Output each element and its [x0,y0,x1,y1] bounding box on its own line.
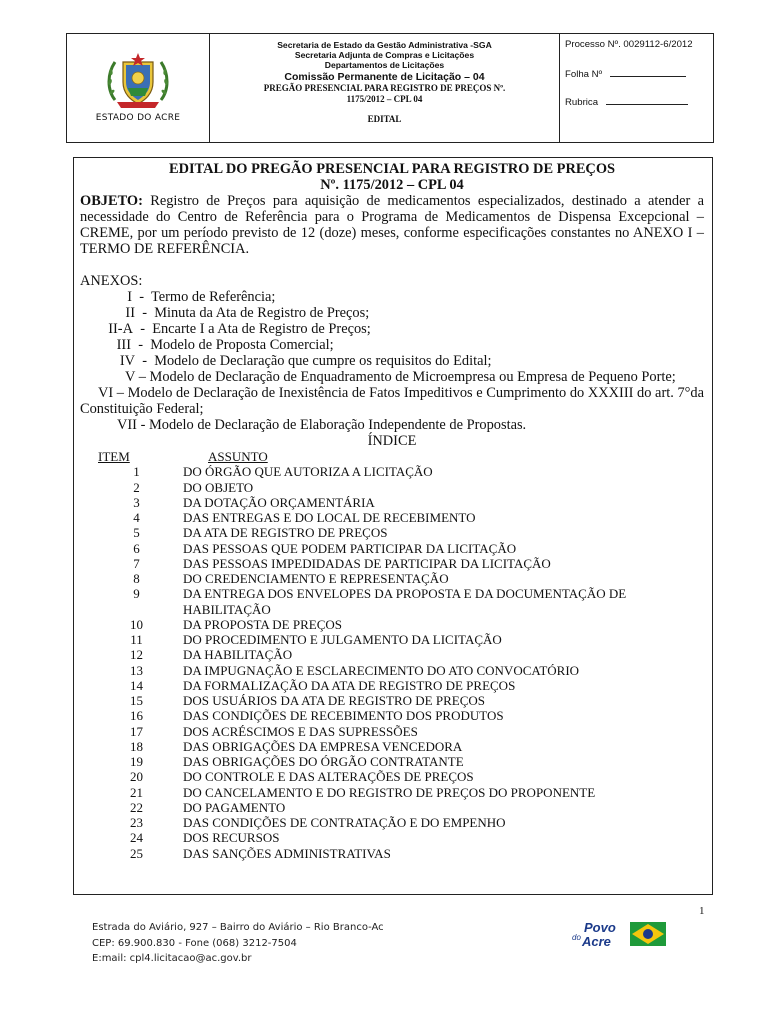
indice-row [95,495,653,510]
item-subject: DO OBJETO [183,479,254,495]
col-item-header: ITEM [98,449,130,464]
item-subject: DA DOTAÇÃO ORÇAMENTÁRIA [183,494,375,510]
item-number: 8 [133,571,140,586]
document-number: Nº. 1175/2012 – CPL 04 [320,176,464,193]
anexo-item: I - Termo de Referência; [80,289,704,305]
item-number: 22 [130,799,143,815]
item-number: 1 [133,464,140,480]
item-number: 17 [130,723,143,739]
logo-do-text: do [572,933,581,942]
anexo-numeral: II-A [108,321,133,337]
item-subject: DAS ENTREGAS E DO LOCAL DE RECEBIMENTO [183,510,476,525]
header-pregao-line2: 1175/2012 – CPL 04 [346,94,423,104]
item-number: 14 [130,677,143,693]
item-number: 19 [130,754,143,769]
header-edital: EDITAL [367,114,402,124]
footer-cep-phone: CEP: 69.900.830 - Fone (068) 3212-7504 [92,937,297,949]
item-number: 9 [133,586,140,602]
indice-row [95,708,653,723]
footer-email: E:mail: cpl4.licitacao@ac.gov.br [92,953,252,964]
item-number: 16 [130,708,143,724]
indice-row [95,510,653,525]
item-number: 3 [133,494,140,510]
item-number: 13 [130,662,143,678]
item-subject: DAS PESSOAS IMPEDIDADAS DE PARTICIPAR DA LICITAÇÃO [183,555,551,571]
povo-do-acre-logo-icon [570,918,670,950]
indice-row [95,464,653,479]
anexo-vii: VII - Modelo de Declaração de Elaboração Independente de Propostas. [117,417,527,433]
header-logo-cell [67,34,210,142]
item-subject: DO CONTROLE E DAS ALTERAÇÕES DE PREÇOS [183,769,474,785]
indice-row [95,739,653,754]
indice-row [95,785,653,800]
estado-label: ESTADO DO ACRE [95,113,181,123]
anexos-label: ANEXOS: [80,273,143,289]
indice-rows [95,464,653,861]
indice-row [95,800,653,815]
indice-row [95,541,653,556]
acre-coat-of-arms-icon [105,52,171,110]
header-line-departamentos: Departamentos de Licitações [324,60,445,70]
item-number: 21 [130,784,143,800]
anexo-text: Encarte I a Ata de Registro de Preços; [152,321,371,337]
anexo-numeral: III [116,337,131,353]
item-subject: DAS OBRIGAÇÕES DO ÓRGÃO CONTRATANTE [183,754,464,769]
indice-row [95,663,653,678]
indice-row [95,556,653,571]
col-assunto-header: ASSUNTO [208,449,268,464]
item-number: 25 [130,845,143,861]
anexo-item: II-A - Encarte I a Ata de Registro de Preços; [80,321,704,337]
anexo-item: IV - Modelo de Declaração que cumpre os requisitos do Edital; [80,353,704,369]
processo-number: Processo Nº. 0029112-6/2012 [565,39,693,50]
folha-blank-line [610,76,686,77]
item-number: 24 [130,830,143,846]
item-subject: DO CANCELAMENTO E DO REGISTRO DE PREÇOS DO PROPONENTE [183,784,596,800]
page-number: 1 [699,905,705,917]
indice-row [95,480,653,495]
item-number: 20 [130,769,143,785]
indice-row [95,769,653,784]
item-subject: DA ATA DE REGISTRO DE PREÇOS [183,525,388,541]
rubrica-blank-line [606,104,688,105]
item-number: 7 [133,555,140,571]
indice-row [95,724,653,739]
item-subject: DO PROCEDIMENTO E JULGAMENTO DA LICITAÇÃO [183,632,502,647]
item-subject: DOS RECURSOS [183,830,280,846]
item-number: 4 [133,510,140,525]
indice-row [95,678,653,693]
indice-row [95,815,653,830]
footer-address-block [92,920,384,967]
indice-row [95,525,653,540]
indice-heading: ÍNDICE [367,433,417,449]
anexo-item: III - Modelo de Proposta Comercial; [80,337,704,353]
item-subject: DOS USUÁRIOS DA ATA DE REGISTRO DE PREÇOS [183,693,485,708]
footer-address: Estrada do Aviário, 927 – Bairro do Aviário – Rio Branco-Ac [92,922,384,933]
item-number: 6 [133,540,140,556]
anexo-v: V – Modelo de Declaração de Enquadramento de Microempresa ou Empresa de Pequeno Porte; [125,369,676,385]
header-right-cell [560,34,713,142]
anexo-text: Minuta da Ata de Registro de Preços; [154,305,370,321]
document-header [66,33,714,143]
indice-row [95,846,653,861]
item-subject: DAS SANÇÕES ADMINISTRATIVAS [183,845,391,861]
header-commission: Comissão Permanente de Licitação – 04 [284,71,485,83]
document-body [80,162,704,861]
indice-row [95,617,653,632]
item-subject: DAS PESSOAS QUE PODEM PARTICIPAR DA LICITAÇÃO [183,540,517,556]
indice-row [95,632,653,647]
header-line-adjunta: Secretaria Adjunta de Compras e Licitações [294,50,475,60]
item-number: 10 [130,616,143,632]
anexo-numeral: II [125,305,135,321]
item-number: 15 [130,693,143,708]
anexo-numeral: IV [119,353,135,369]
document-title: EDITAL DO PREGÃO PRESENCIAL PARA REGISTRO DE PREÇOS [168,161,616,177]
indice-row [95,830,653,845]
item-subject: DOS ACRÉSCIMOS E DAS SUPRESSÕES [183,723,418,739]
anexo-vi: VI – Modelo de Declaração de Inexistência de Fatos Impeditivos e Cumprimento do XXXIII do art. 7°da Constituição Federal; [80,385,704,417]
folha-field [565,69,713,97]
item-number: 12 [130,647,143,663]
objeto-text: Registro de Preços para aquisição de medicamentos especializados, destinado a atender a necessidade do Centro de Referência para o Programa de Medicamentos de Dispensa Excepcional – CREME, por um período previsto de 12 (doze) meses, conforme especificações constantes no ANEXO I – TERMO DE REFERÊNCIA. [80,193,704,257]
item-number: 23 [130,815,143,830]
item-subject: DO PAGAMENTO [183,799,286,815]
item-subject: DA FORMALIZAÇÃO DA ATA DE REGISTRO DE PREÇOS [183,677,516,693]
anexos-list [80,289,704,369]
item-subject: DA HABILITAÇÃO [183,647,293,663]
item-subject: DA PROPOSTA DE PREÇOS [183,616,342,632]
header-line-sga: Secretaria de Estado da Gestão Administrativa -SGA [277,40,492,50]
item-subject: DO ÓRGÃO QUE AUTORIZA A LICITAÇÃO [183,464,433,480]
anexo-text: Modelo de Declaração que cumpre os requisitos do Edital; [154,353,492,369]
objeto-paragraph [80,193,704,257]
indice-row [95,586,653,617]
anexo-item: II - Minuta da Ata de Registro de Preços; [80,305,704,321]
logo-acre-text: Acre [582,934,611,949]
rubrica-field [565,97,713,108]
indice-row [95,571,653,586]
item-subject: DA IMPUGNAÇÃO E ESCLARECIMENTO DO ATO CONVOCATÓRIO [183,662,580,678]
folha-label: Folha Nº [565,69,603,80]
header-center-cell [210,34,560,142]
item-number: 5 [133,525,140,541]
anexo-text: Modelo de Proposta Comercial; [150,337,334,353]
indice-row [95,647,653,662]
rubrica-label: Rubrica [565,97,599,108]
item-number: 18 [130,738,143,754]
anexo-numeral: I [127,289,132,305]
objeto-label: OBJETO: [80,193,143,209]
item-number: 11 [130,632,143,647]
header-pregao-line1: PREGÃO PRESENCIAL PARA REGISTRO DE PREÇOS Nº. [263,83,506,93]
item-subject: DA ENTREGA DOS ENVELOPES DA PROPOSTA E DA DOCUMENTAÇÃO DE HABILITAÇÃO [183,586,627,617]
item-subject: DAS OBRIGAÇÕES DA EMPRESA VENCEDORA [183,738,463,754]
indice-table [95,449,653,861]
item-number: 2 [133,479,140,495]
item-subject: DAS CONDIÇÕES DE RECEBIMENTO DOS PRODUTOS [183,708,504,724]
item-subject: DAS CONDIÇÕES DE CONTRATAÇÃO E DO EMPENHO [183,815,506,830]
indice-row [95,754,653,769]
indice-row [95,693,653,708]
item-subject: DO CREDENCIAMENTO E REPRESENTAÇÃO [183,571,449,586]
logo-povo-text: Povo [584,920,616,935]
anexo-text: Termo de Referência; [150,289,276,305]
